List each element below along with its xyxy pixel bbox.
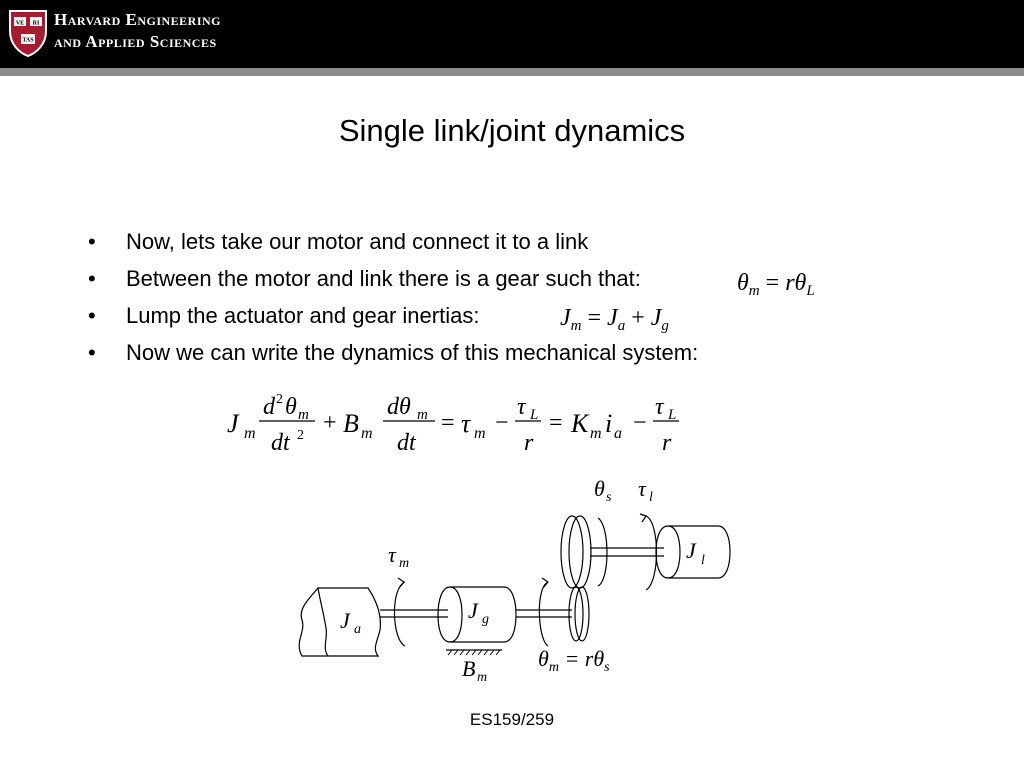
eq-numerator: dθ <box>387 394 411 420</box>
eq-symbol: J <box>227 409 239 438</box>
bullet-text: Lump the actuator and gear inertias: <box>126 303 480 328</box>
eq-numerator: τ <box>655 394 664 420</box>
bullet-text: Between the motor and link there is a gear such that: <box>126 266 641 291</box>
eq-subscript: L <box>668 407 677 423</box>
eq-denominator: r <box>524 430 534 456</box>
harvard-shield-logo <box>8 9 48 57</box>
dynamics-equation <box>215 388 695 460</box>
eq-denominator: dt <box>397 430 416 456</box>
eq-symbol: B <box>343 409 359 438</box>
eq-denominator: dt <box>271 430 290 456</box>
torque-arc-motor <box>394 582 405 646</box>
eq-subscript: m <box>361 425 373 442</box>
eq-subscript: m <box>570 318 582 334</box>
eq-operator: = <box>765 270 780 296</box>
eq-symbol: J <box>607 305 618 331</box>
eq-symbol: θ <box>737 270 749 296</box>
eq-subscript: g <box>661 318 669 334</box>
eq-symbol: τ <box>461 409 471 438</box>
eq-subscript: m <box>748 283 760 299</box>
eq-symbol: i <box>605 409 613 438</box>
eq-subscript: m <box>474 425 486 442</box>
slide-title: Single link/joint dynamics <box>338 113 686 148</box>
gear-ratio-equation <box>737 270 815 300</box>
label-Jl: J <box>686 538 696 563</box>
bullet-item <box>88 229 698 266</box>
label-Ja: J <box>340 608 350 633</box>
torque-arc-gear <box>539 582 548 646</box>
bullet-text: Now we can write the dynamics of this mechanical system: <box>126 340 699 365</box>
label-tau-m: τ <box>388 542 396 567</box>
eq-operator: = <box>441 410 455 436</box>
bullet-item <box>88 266 698 303</box>
eq-symbol: J <box>560 305 571 331</box>
header-bar <box>0 0 1024 68</box>
bullet-item <box>88 340 698 377</box>
eq-subscript: a <box>614 425 622 442</box>
actuator-break-left <box>299 588 328 656</box>
eq-denominator: r <box>662 430 672 456</box>
eq-subscript: m <box>590 425 602 442</box>
eq-operator: − <box>633 410 647 436</box>
eq-numerator: τ <box>517 394 526 420</box>
motor-gear-link-diagram <box>280 470 740 685</box>
inertia-equation <box>560 305 669 335</box>
label-tau-l: τ <box>638 476 646 501</box>
bullet-list <box>88 229 698 377</box>
eq-superscript: 2 <box>297 428 304 443</box>
bullet-dot: • <box>88 266 96 291</box>
damper-hatch <box>448 650 500 655</box>
label-relation: $\theta_m = r\theta_s$ <box>538 646 610 675</box>
eq-operator: − <box>495 410 509 436</box>
slide-footer: ES159/259 <box>469 710 555 729</box>
label-Jl-sub: l <box>701 553 705 568</box>
eq-subscript: L <box>806 283 815 299</box>
eq-subscript: m <box>244 425 256 442</box>
bullet-dot: • <box>88 340 96 365</box>
label-Jg-sub: g <box>482 612 489 627</box>
org-name-line2: and Applied Sciences <box>54 32 217 51</box>
label-tau-m-sub: m <box>399 556 410 571</box>
label-theta-s: θ <box>594 476 605 501</box>
label-tau-l-sub: l <box>649 490 653 505</box>
label-Bm: B <box>462 656 476 681</box>
eq-operator: + <box>631 305 645 331</box>
bullet-text: Now, lets take our motor and connect it to a link <box>126 229 589 254</box>
eq-operator: = <box>587 305 602 331</box>
eq-subscript: a <box>617 318 626 334</box>
logo-letter-ve: VE <box>15 20 25 27</box>
eq-symbol: K <box>571 409 589 438</box>
logo-letter-tas: TAS <box>22 37 34 44</box>
label-Bm-sub: m <box>477 670 488 685</box>
eq-symbol: J <box>650 305 662 331</box>
label-theta-s-sub: s <box>606 490 612 505</box>
eq-symbol: rθ <box>785 270 807 296</box>
org-name-line1: Harvard Engineering <box>54 10 222 29</box>
label-Jg: J <box>468 598 478 623</box>
eq-numerator: d <box>263 394 275 420</box>
small-gear <box>569 587 583 641</box>
logo-letter-ri: RI <box>32 20 40 27</box>
eq-numerator: θ <box>285 394 297 420</box>
eq-operator: + <box>323 410 337 436</box>
eq-subscript: m <box>417 407 428 423</box>
header-divider <box>0 68 1024 76</box>
eq-superscript: 2 <box>276 392 283 407</box>
eq-subscript: L <box>530 407 539 423</box>
label-Ja-sub: a <box>354 622 361 637</box>
rotation-arc-link <box>598 518 607 586</box>
eq-operator: = <box>549 410 563 436</box>
bullet-dot: • <box>88 303 96 328</box>
torque-arc-link <box>646 516 657 590</box>
eq-subscript: m <box>298 407 309 423</box>
bullet-dot: • <box>88 229 96 254</box>
